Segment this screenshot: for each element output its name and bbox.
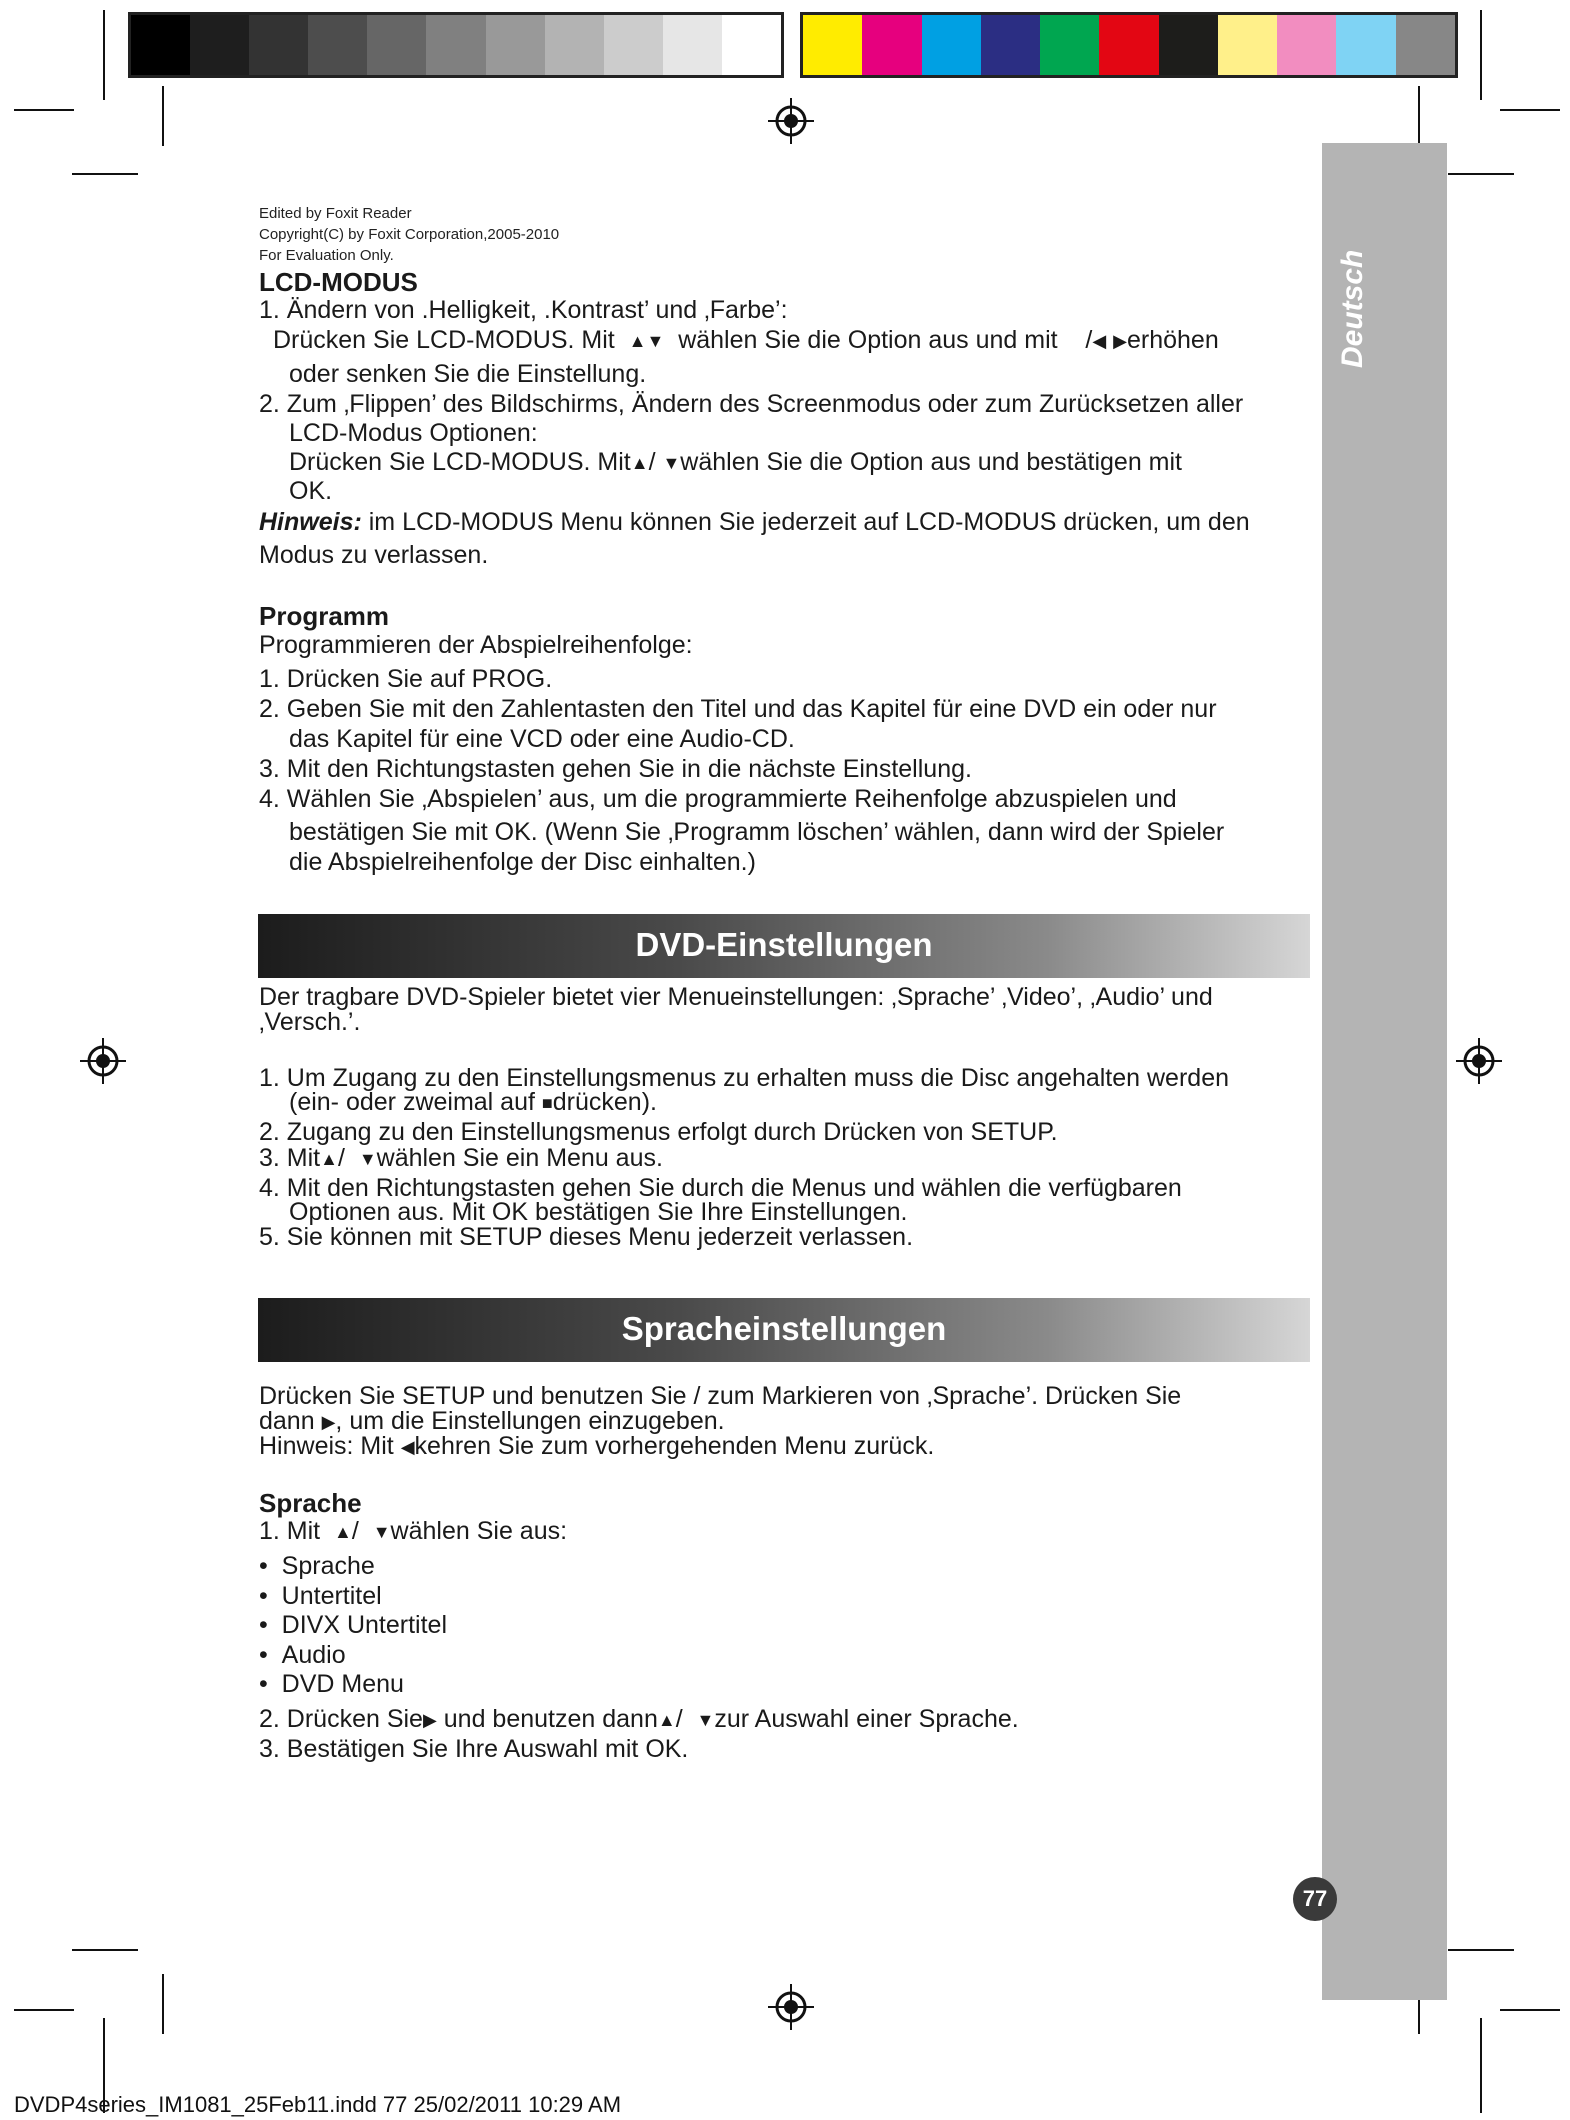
text-line: 1. Ändern von .Helligkeit, .Kontrast’ und ‚Farbe’: xyxy=(259,296,788,324)
language-side-tab xyxy=(1322,143,1447,2000)
right-arrow-icon: ▶ xyxy=(321,1412,336,1432)
text-line: Der tragbare DVD-Spieler bietet vier Menueinstellungen: ‚Sprache’ ‚Video’, ‚Audio’ und xyxy=(259,983,1213,1011)
color-calibration-bar xyxy=(800,12,1458,78)
up-down-arrow-icon: ▲▼ xyxy=(628,331,665,351)
gray-calibration-bar xyxy=(128,12,784,78)
gray-swatch xyxy=(190,15,249,75)
crop-mark xyxy=(1418,86,1420,146)
header-note-line: Copyright(C) by Foxit Corporation,2005-2010 xyxy=(259,226,560,243)
text-line: OK. xyxy=(289,477,333,505)
text-line: (ein- oder zweimal auf ■drücken). xyxy=(289,1088,657,1116)
color-swatch xyxy=(1159,15,1218,75)
down-arrow-icon: ▼ xyxy=(372,1522,391,1542)
crop-mark xyxy=(1448,1949,1514,1951)
text-line: das Kapitel für eine VCD oder eine Audio-CD. xyxy=(289,725,795,753)
text-line: Drücken Sie LCD-MODUS. Mit▲/ ▼wählen Sie die Option aus und bestätigen mit xyxy=(289,448,1183,476)
up-arrow-icon: ▲ xyxy=(657,1710,676,1730)
gray-swatch xyxy=(426,15,485,75)
text-line: 1. Mit ▲/ ▼wählen Sie aus: xyxy=(259,1517,568,1545)
color-swatch xyxy=(1040,15,1099,75)
header-note-line: Edited by Foxit Reader xyxy=(259,205,412,222)
right-arrow-icon: ▶ xyxy=(1113,331,1127,351)
color-swatch xyxy=(1099,15,1158,75)
gray-swatch xyxy=(131,15,190,75)
text-line: 2. Zum ‚Flippen’ des Bildschirms, Ändern des Screenmodus oder zum Zurücksetzen aller xyxy=(259,390,1244,418)
text-line: LCD-Modus Optionen: xyxy=(289,419,538,447)
registration-mark-icon xyxy=(78,1036,128,1086)
text-line: 1. Um Zugang zu den Einstellungsmenus zu erhalten muss die Disc angehalten werden xyxy=(259,1064,1229,1092)
text-line: 2. Geben Sie mit den Zahlentasten den Titel und das Kapitel für eine DVD ein oder nur xyxy=(259,695,1217,723)
color-swatch xyxy=(1218,15,1277,75)
text-line: 1. Drücken Sie auf PROG. xyxy=(259,665,553,693)
color-swatch xyxy=(862,15,921,75)
text-line: bestätigen Sie mit OK. (Wenn Sie ‚Programm löschen’ wählen, dann wird der Spieler xyxy=(289,818,1225,846)
text-line: dann ▶, um die Einstellungen einzugeben. xyxy=(259,1407,725,1435)
text-line: 3. Mit▲/ ▼wählen Sie ein Menu aus. xyxy=(259,1144,663,1172)
text-line: 5. Sie können mit SETUP dieses Menu jederzeit verlassen. xyxy=(259,1223,914,1251)
text-line: oder senken Sie die Einstellung. xyxy=(289,360,647,388)
gray-swatch xyxy=(486,15,545,75)
section-title-lcd: LCD-MODUS xyxy=(259,267,418,297)
section-title-sprache: Sprache xyxy=(259,1488,362,1518)
crop-mark xyxy=(1448,173,1514,175)
text-line: die Abspielreihenfolge der Disc einhalten.) xyxy=(289,848,756,876)
color-swatch xyxy=(981,15,1040,75)
hint-line: Hinweis: im LCD-MODUS Menu können Sie jederzeit auf LCD-MODUS drücken, um den xyxy=(259,508,1250,536)
up-arrow-icon: ▲ xyxy=(630,453,649,473)
bullet-list-item: • DIVX Untertitel xyxy=(259,1611,448,1639)
color-swatch xyxy=(922,15,981,75)
color-swatch xyxy=(1396,15,1455,75)
section-banner-language-settings: Spracheinstellungen xyxy=(258,1298,1310,1362)
gray-swatch xyxy=(663,15,722,75)
up-arrow-icon: ▲ xyxy=(320,1149,338,1169)
section-banner-dvd-settings: DVD-Einstellungen xyxy=(258,914,1310,978)
page-number: 77 xyxy=(1293,1877,1337,1921)
left-arrow-icon: ◀ xyxy=(400,1437,415,1457)
gray-swatch xyxy=(249,15,308,75)
text-line: Optionen aus. Mit OK bestätigen Sie Ihre Einstellungen. xyxy=(289,1198,908,1226)
crop-mark xyxy=(162,86,164,146)
text-line: 3. Mit den Richtungstasten gehen Sie in die nächste Einstellung. xyxy=(259,755,972,783)
text-line: Drücken Sie SETUP und benutzen Sie / zum Markieren von ‚Sprache’. Drücken Sie xyxy=(259,1382,1182,1410)
stop-icon: ■ xyxy=(541,1093,553,1113)
gray-swatch xyxy=(308,15,367,75)
gray-swatch xyxy=(722,15,781,75)
header-note-line: For Evaluation Only. xyxy=(259,247,394,264)
gray-swatch xyxy=(367,15,426,75)
text-line: 4. Wählen Sie ‚Abspielen’ aus, um die programmierte Reihenfolge abzuspielen und xyxy=(259,785,1177,813)
down-arrow-icon: ▼ xyxy=(358,1149,377,1169)
down-arrow-icon: ▼ xyxy=(662,453,681,473)
crop-mark xyxy=(103,10,105,100)
bullet-list-item: • Audio xyxy=(259,1641,346,1669)
right-arrow-icon: ▶ xyxy=(422,1710,437,1730)
section-title-programm: Programm xyxy=(259,601,390,631)
crop-mark xyxy=(72,1949,138,1951)
up-arrow-icon: ▲ xyxy=(334,1522,352,1542)
bullet-list-item: • Sprache xyxy=(259,1552,375,1580)
print-slug-footer: DVDP4series_IM1081_25Feb11.indd 77 25/02/2011 10:29 AM xyxy=(14,2092,622,2117)
color-swatch xyxy=(1336,15,1395,75)
text-line: ‚Versch.’. xyxy=(259,1008,361,1036)
crop-mark xyxy=(14,109,74,111)
color-swatch xyxy=(803,15,862,75)
crop-mark xyxy=(1480,2018,1482,2113)
down-arrow-icon: ▼ xyxy=(696,1710,715,1730)
text-line: Hinweis: Mit ◀kehren Sie zum vorhergehenden Menu zurück. xyxy=(259,1432,935,1460)
crop-mark xyxy=(14,2009,74,2011)
text-line: 2. Zugang zu den Einstellungsmenus erfolgt durch Drücken von SETUP. xyxy=(259,1118,1058,1146)
gray-swatch xyxy=(545,15,604,75)
gray-swatch xyxy=(604,15,663,75)
text-line: 2. Drücken Sie▶ und benutzen dann▲/ ▼zur Auswahl einer Sprache. xyxy=(259,1705,1019,1733)
bullet-list-item: • Untertitel xyxy=(259,1582,382,1610)
text-line: Drücken Sie LCD-MODUS. Mit ▲▼ wählen Sie die Option aus und mit /◀ ▶erhöhen xyxy=(273,326,1219,354)
crop-mark xyxy=(1500,109,1560,111)
registration-mark-icon xyxy=(766,1982,816,2032)
bullet-list-item: • DVD Menu xyxy=(259,1670,404,1698)
crop-mark xyxy=(1480,10,1482,100)
text-line: 4. Mit den Richtungstasten gehen Sie durch die Menus und wählen die verfügbaren xyxy=(259,1174,1182,1202)
left-arrow-icon: ◀ xyxy=(1092,331,1107,351)
color-swatch xyxy=(1277,15,1336,75)
registration-mark-icon xyxy=(766,96,816,146)
crop-mark xyxy=(72,173,138,175)
text-line: Programmieren der Abspielreihenfolge: xyxy=(259,631,693,659)
crop-mark xyxy=(162,1974,164,2034)
side-tab-label: Deutsch xyxy=(1336,249,1369,368)
crop-mark xyxy=(1500,2009,1560,2011)
registration-mark-icon xyxy=(1454,1036,1504,1086)
text-line: Modus zu verlassen. xyxy=(259,541,489,569)
text-line: 3. Bestätigen Sie Ihre Auswahl mit OK. xyxy=(259,1735,689,1763)
